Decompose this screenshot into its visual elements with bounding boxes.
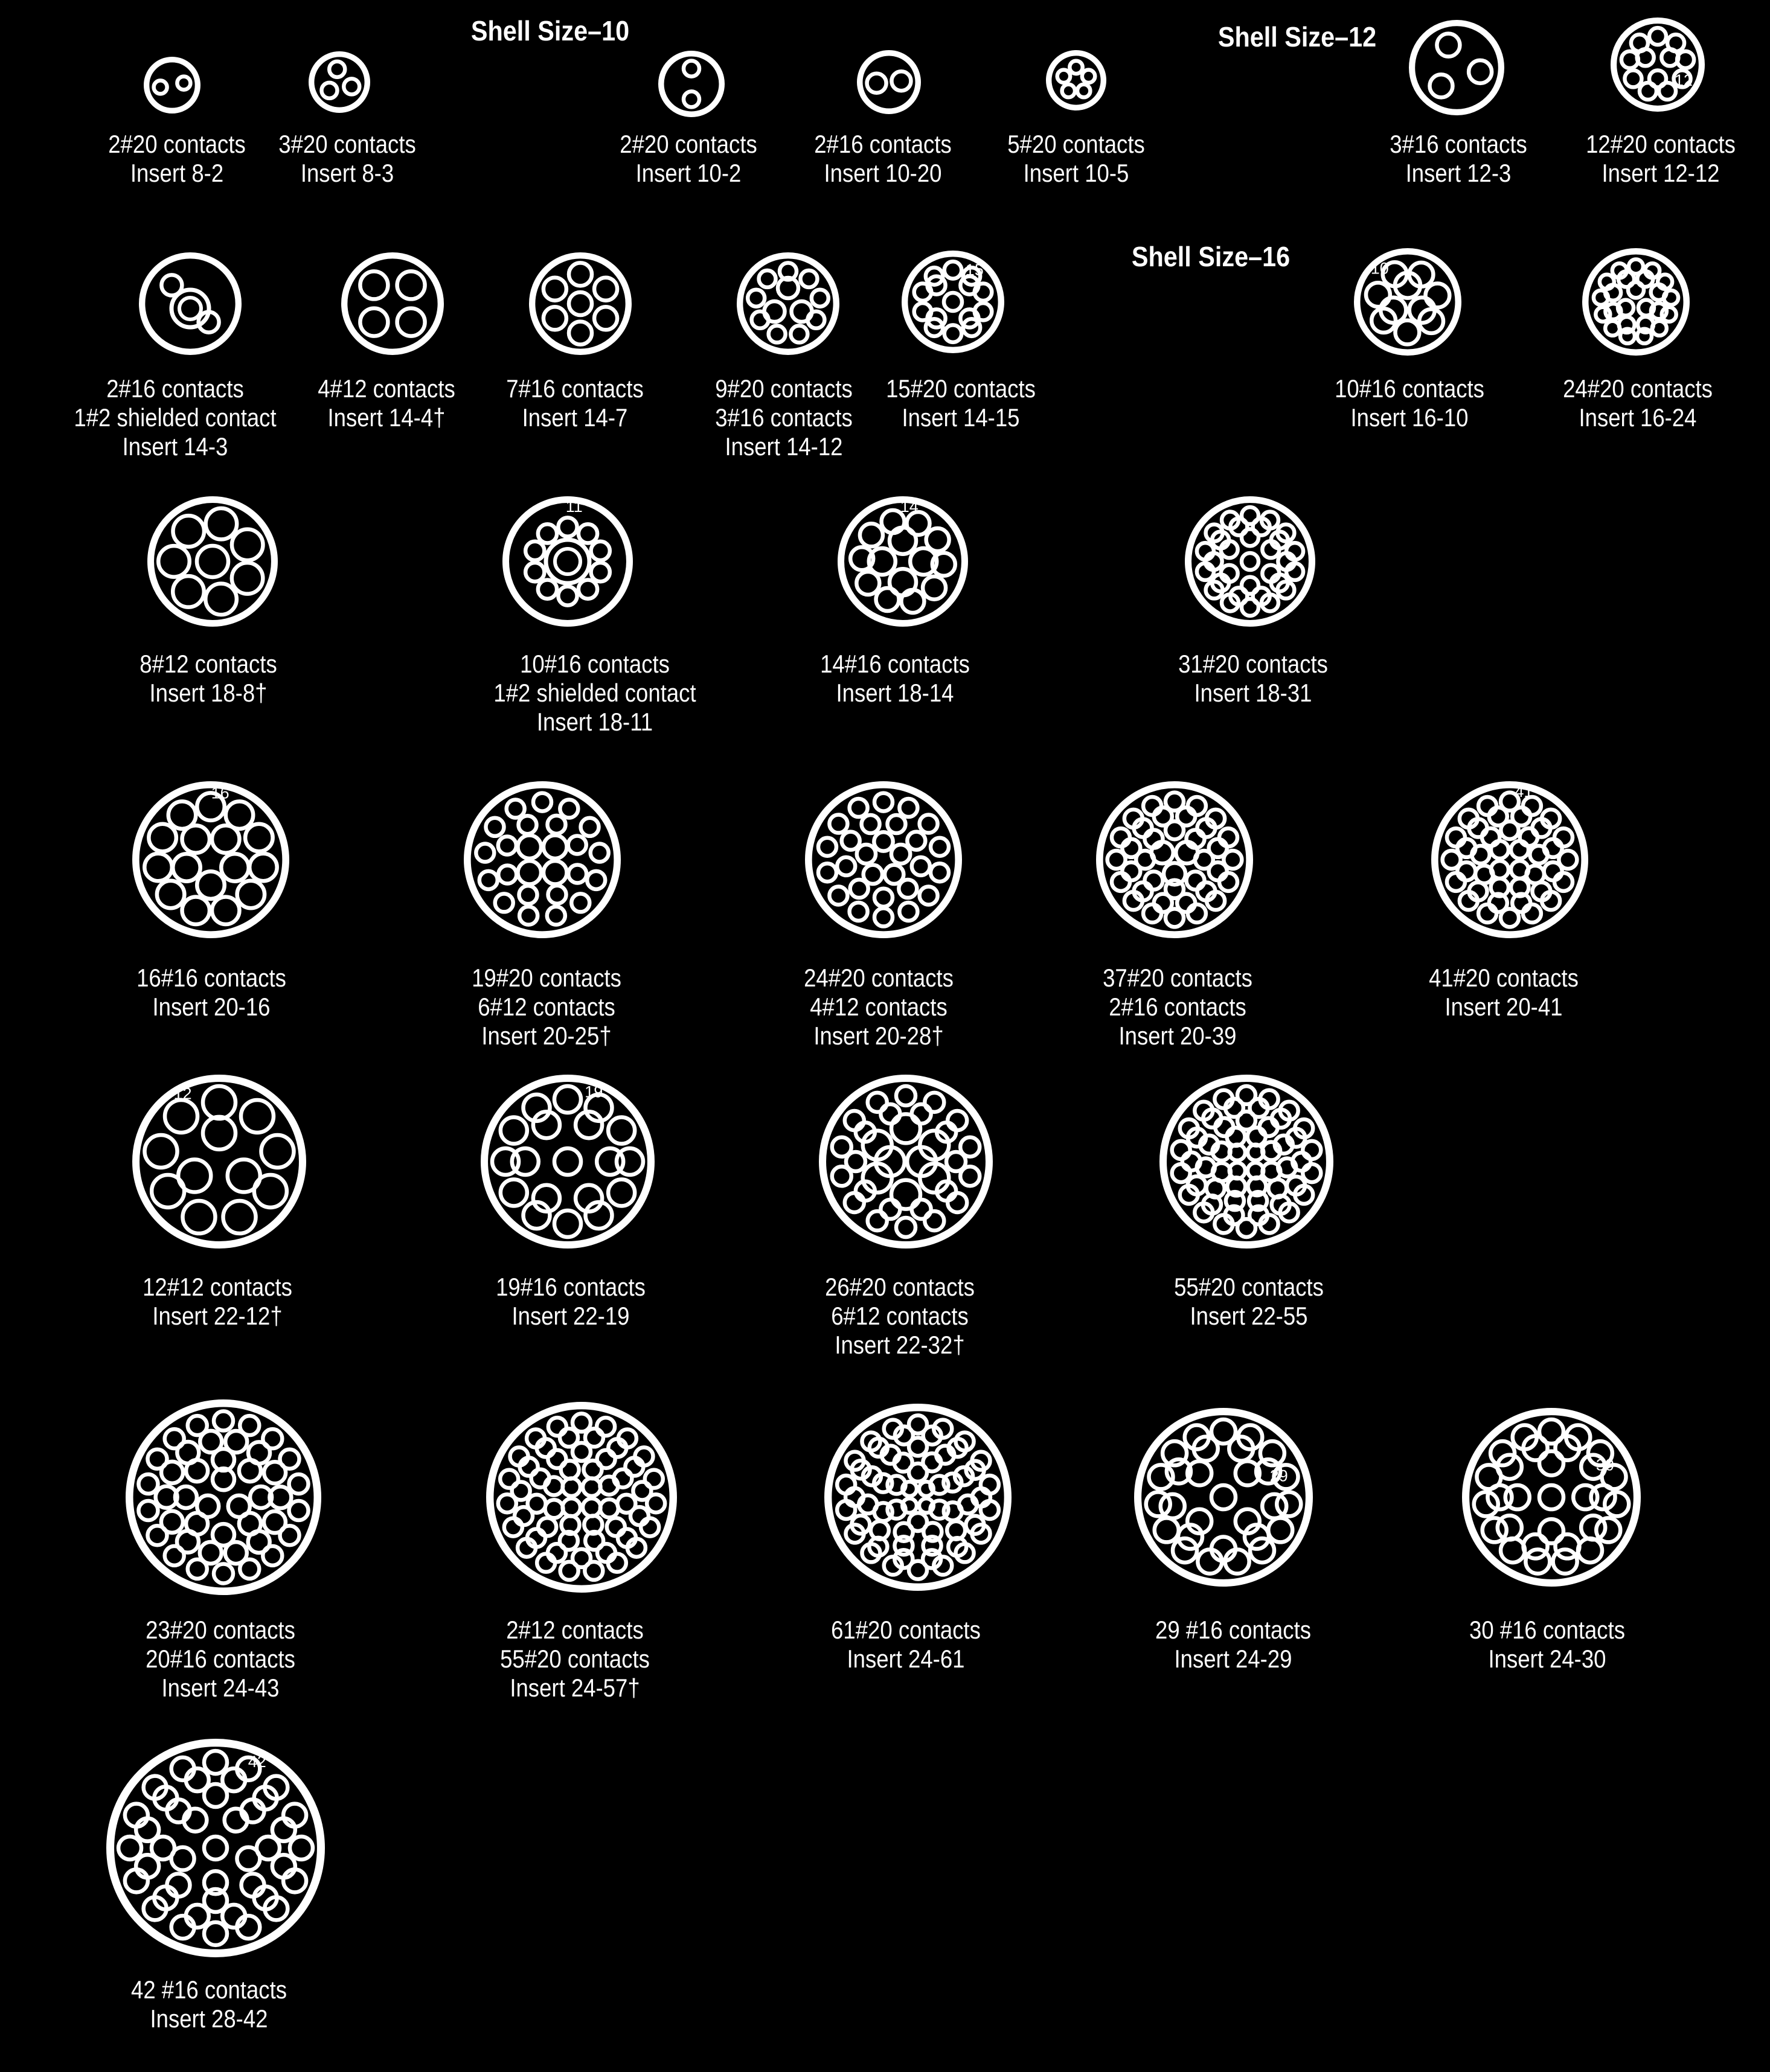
insert-circle-graphic (1044, 48, 1109, 113)
insert-id-label: Insert 24-30 (1488, 1645, 1606, 1673)
contact-count-label: 37#20 contacts (1103, 964, 1252, 992)
insert-circle-graphic (1460, 1405, 1643, 1589)
insert-id-label: Insert 16-10 (1350, 403, 1469, 432)
insert-id-label: Insert 14-3 (122, 432, 228, 461)
contact-count-label: 29 #16 contacts (1155, 1616, 1311, 1644)
contact-count-label: 42 #16 contacts (130, 1975, 287, 2004)
insert-id-label: Insert 22-55 (1190, 1302, 1308, 1330)
contact-number: 41 (1515, 782, 1533, 801)
insert-caption (1347, 1616, 1746, 1674)
contact-count-label: 15#20 contacts (886, 374, 1036, 403)
insert-circle-graphic (855, 48, 923, 117)
shell-outline (740, 255, 836, 352)
contact-count-label: 19#16 contacts (496, 1273, 646, 1301)
insert-id-label: Insert 22-12† (152, 1302, 283, 1330)
insert-circle-graphic (1182, 494, 1318, 629)
insert-circle-graphic (339, 250, 446, 357)
contact-number: 16 (211, 784, 229, 802)
contact-count-label: 10#16 contacts (1335, 374, 1484, 403)
insert-id-label: Insert 24-57† (510, 1674, 640, 1702)
shell-size-header: Shell Size–10 (470, 15, 630, 46)
insert-id-label: Insert 18-8† (149, 679, 268, 707)
insert-id-label: Insert 20-16 (152, 993, 271, 1021)
insert-circle-graphic (1157, 1072, 1336, 1251)
insert-circle-graphic (130, 779, 292, 941)
contact-number: 30 (1595, 1456, 1614, 1474)
contact-number: 15 (965, 260, 984, 279)
contact-number: 11 (565, 497, 583, 516)
shell-outline (136, 1078, 303, 1245)
insert-circle-graphic (141, 54, 203, 116)
insert-circle-graphic (822, 1401, 1014, 1593)
insert-circle-graphic (136, 250, 244, 357)
insert-id-label: Insert 12-12 (1602, 159, 1720, 187)
insert-id-label: Insert 14-12 (725, 432, 843, 461)
contact-count-label: 41#20 contacts (1429, 964, 1579, 992)
shell-size-header: Shell Size–12 (1217, 21, 1377, 53)
insert-circle-graphic (1132, 1405, 1315, 1589)
contact-count-label: 24#20 contacts (1563, 374, 1713, 403)
insert-circle-graphic (1406, 18, 1507, 118)
insert-caption (761, 374, 1160, 432)
insert-circle-graphic (734, 250, 842, 357)
shell-outline (532, 255, 629, 352)
shell-outline (809, 785, 958, 935)
insert-id-label: Insert 28-42 (150, 2004, 268, 2033)
insert-circle-graphic (484, 1399, 679, 1595)
insert-caption (876, 130, 1275, 188)
insert-caption (8, 650, 408, 708)
insert-id-label: Insert 16-24 (1579, 403, 1697, 432)
insert-id-label: Insert 18-31 (1194, 679, 1312, 707)
contact-count-label: 14#16 contacts (820, 650, 970, 678)
contact-number: 12 (1674, 71, 1693, 90)
contact-number: 29 (1269, 1466, 1288, 1485)
insert-circle-graphic (656, 48, 727, 120)
insert-circle-graphic (123, 1397, 324, 1597)
insert-caption (695, 650, 1094, 708)
shell-outline (1435, 785, 1585, 935)
shell-outline (142, 255, 239, 352)
insert-caption (1053, 650, 1452, 708)
insert-id-label: Insert 10-2 (635, 159, 742, 187)
insert-id-label: Insert 20-41 (1445, 993, 1563, 1021)
insert-circle-graphic (478, 1072, 657, 1251)
insert-circle-graphic (816, 1072, 995, 1251)
insert-circle-graphic (835, 494, 970, 629)
insert-caption (1461, 130, 1770, 188)
contact-count-label: 23#20 contacts (146, 1616, 295, 1644)
contact-number: 12 (173, 1084, 192, 1103)
shell-outline (1614, 21, 1702, 109)
insert-id-label: Insert 18-14 (836, 679, 954, 707)
insert-circle-graphic (1580, 246, 1692, 358)
shell-outline (1466, 1412, 1637, 1583)
insert-id-label: Insert 24-29 (1174, 1645, 1292, 1673)
insert-circle-graphic (461, 779, 623, 941)
contact-count-label: 9#20 contacts (715, 374, 853, 403)
contact-count-label: 30 #16 contacts (1469, 1616, 1625, 1644)
contact-count-label: 16#16 contacts (136, 964, 286, 992)
insert-id-label: Insert 20-25† (481, 1022, 612, 1050)
insert-circle-graphic (306, 49, 373, 115)
insert-circle-graphic (803, 779, 964, 941)
insert-id-label: Insert 20-28† (813, 1022, 944, 1050)
insert-caption (1438, 374, 1770, 432)
insert-id-label: Insert 8-2 (130, 159, 224, 187)
shell-size-header: Shell Size–16 (1131, 241, 1291, 272)
contact-count-label: 26#20 contacts (825, 1273, 975, 1301)
insert-caption (21, 1616, 420, 1703)
insert-caption (18, 1273, 417, 1331)
shell-outline (661, 54, 722, 114)
contact-count-label: 24#20 contacts (804, 964, 954, 992)
contact-count-label: 2#12 contacts (506, 1616, 644, 1644)
contact-count-label: 3#16 contacts (1390, 130, 1527, 158)
shell-outline (484, 1078, 651, 1245)
shell-outline (344, 255, 441, 352)
insert-id-label: Insert 18-11 (536, 708, 653, 736)
insert-caption (147, 130, 547, 188)
insert-caption (700, 1273, 1099, 1360)
insert-circle-graphic (1429, 779, 1591, 941)
contact-number: 42 (248, 1753, 266, 1771)
insert-circle-graphic (1352, 246, 1464, 358)
insert-id-label: Insert 14-4† (327, 403, 446, 432)
contact-count-label: 6#12 contacts (478, 993, 615, 1021)
shell-outline (151, 500, 275, 624)
insert-circle-graphic (1094, 779, 1255, 941)
contact-count-label: 10#16 contacts (520, 650, 670, 678)
contact-count-label: 4#12 contacts (318, 374, 455, 403)
contact-count-label: 31#20 contacts (1178, 650, 1328, 678)
contact-count-label: 1#2 shielded contact (74, 403, 277, 432)
shell-outline (1100, 785, 1249, 935)
insert-circle-graphic (1608, 15, 1707, 114)
insert-id-label: Insert 10-5 (1023, 159, 1129, 187)
insert-caption (1304, 964, 1703, 1022)
contact-count-label: 4#12 contacts (810, 993, 948, 1021)
insert-circle-graphic (130, 1072, 309, 1251)
contact-number: 14 (900, 497, 919, 516)
contact-count-label: 12#20 contacts (1586, 130, 1736, 158)
insert-caption (9, 1975, 408, 2033)
contact-count-label: 2#16 contacts (814, 130, 952, 158)
insert-id-label: Insert 22-19 (511, 1302, 630, 1330)
insert-id-label: Insert 12-3 (1405, 159, 1512, 187)
contact-count-label: 55#20 contacts (500, 1645, 650, 1673)
insert-id-label: Insert 10-20 (824, 159, 942, 187)
insert-circle-graphic (527, 250, 634, 357)
contact-count-label: 5#20 contacts (1007, 130, 1145, 158)
contact-count-label: 8#12 contacts (139, 650, 277, 678)
insert-id-label: Insert 24-61 (847, 1645, 965, 1673)
contact-count-label: 2#20 contacts (620, 130, 757, 158)
insert-id-label: Insert 8-3 (300, 159, 394, 187)
insert-caption (1049, 1273, 1448, 1331)
contact-count-label: 12#12 contacts (143, 1273, 292, 1301)
insert-circle-graphic (500, 494, 635, 629)
insert-id-label: Insert 22-32† (835, 1331, 965, 1359)
contact-number: 10 (1370, 259, 1389, 278)
insert-circle-graphic (899, 248, 1007, 356)
insert-circle-graphic (104, 1736, 327, 1960)
contact-count-label: 2#16 contacts (1109, 993, 1246, 1021)
contact-count-label: 1#2 shielded contact (493, 679, 696, 707)
contact-count-label: 19#20 contacts (472, 964, 621, 992)
contact-count-label: 61#20 contacts (831, 1616, 981, 1644)
contact-count-label: 2#16 contacts (106, 374, 244, 403)
contact-count-label: 7#16 contacts (506, 374, 644, 403)
insert-id-label: Insert 14-7 (522, 403, 628, 432)
insert-id-label: Insert 24-43 (161, 1674, 280, 1702)
insert-circle-graphic (145, 494, 280, 629)
contact-count-label: 6#12 contacts (831, 1302, 969, 1330)
contact-count-label: 3#16 contacts (715, 403, 853, 432)
contact-count-label: 2#20 contacts (108, 130, 246, 158)
contact-count-label: 20#16 contacts (146, 1645, 295, 1673)
insert-id-label: Insert 14-15 (902, 403, 1020, 432)
contact-number: 19 (585, 1082, 603, 1101)
contact-count-label: 55#20 contacts (1174, 1273, 1324, 1301)
insert-id-label: Insert 20-39 (1118, 1022, 1237, 1050)
contact-count-label: 3#20 contacts (278, 130, 416, 158)
